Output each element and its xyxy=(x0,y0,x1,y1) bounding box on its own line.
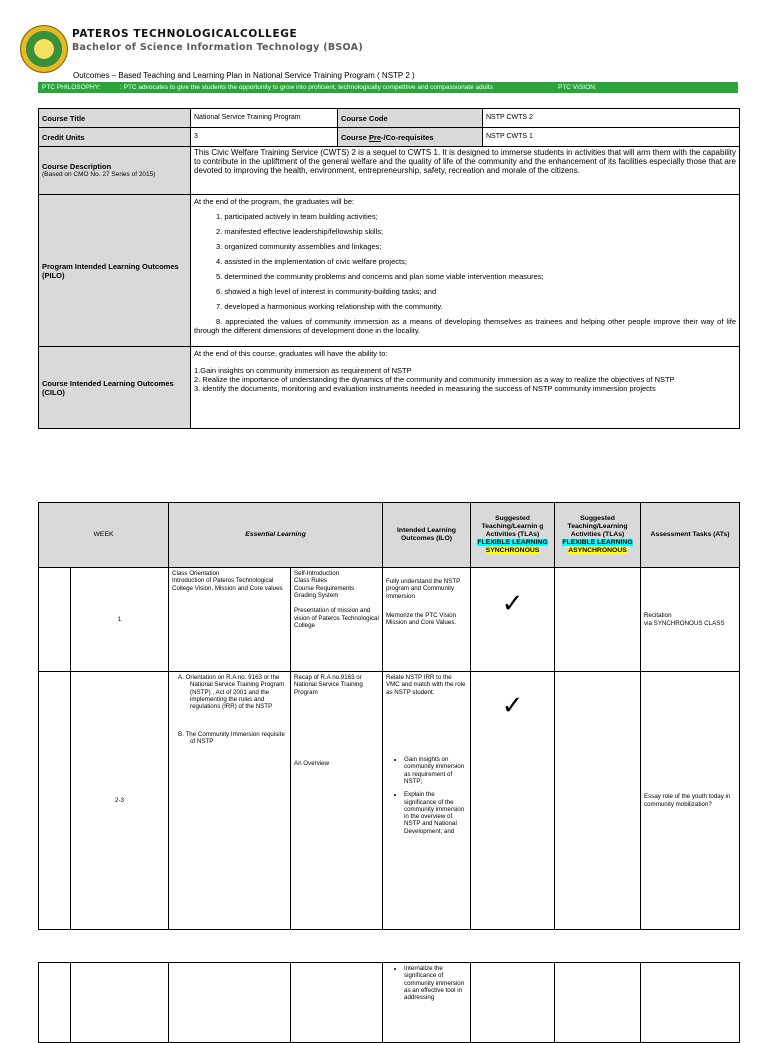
college-logo xyxy=(20,25,68,73)
pilo-list xyxy=(194,212,736,335)
week-cell xyxy=(71,963,169,1043)
tla-sync-title: Suggested Teaching/Learnin g Activities (TLAs) xyxy=(481,514,544,538)
course-description-sub: (Based on CMO No. 27 Series of 2015) xyxy=(42,171,156,179)
credit-units-value: 3 xyxy=(191,128,338,147)
topic-a: A. Orientation on R.A no. 9163 or the National Service Training Program (NSTP) , Act of 2001 and the implementing the rules and regulations (IRR) of the NSTP xyxy=(178,674,285,711)
tla-sync-header xyxy=(471,503,555,568)
ilo-list xyxy=(386,756,467,835)
cilo-cell xyxy=(191,347,740,429)
school-name: PATEROS TECHNOLOGICALCOLLEGE xyxy=(72,28,298,40)
tla-sync-flex: FLEXIBLE LEARNING xyxy=(477,539,548,546)
pilo-item: 6. showed a high level of interest in community-building tasks; and xyxy=(216,287,437,296)
async-cell xyxy=(555,568,641,672)
prereq-label-b: Pre xyxy=(368,132,382,142)
philosophy-bar xyxy=(38,82,738,93)
course-code-value: NSTP CWTS 2 xyxy=(483,109,740,128)
week-cell: 2-3 xyxy=(71,672,169,930)
assessment-cell: Essay role of the youth today in community mobilization? xyxy=(641,672,740,930)
tla-async-mode: ASYNCHRONOUS xyxy=(568,547,627,555)
vision-label: PTC VISION: xyxy=(558,84,597,91)
plan-table xyxy=(38,502,740,930)
program-name: Bachelor of Science Information Technology (BSOA) xyxy=(72,42,363,53)
course-info-table xyxy=(38,108,740,429)
prereq-value: NSTP CWTS 1 xyxy=(483,128,740,147)
assessment-cell xyxy=(641,963,740,1043)
philosophy-label: PTC PHILOSOPHY: xyxy=(42,84,101,91)
details-a: Self-Introduction Class Rules Course Requirements Grading System xyxy=(294,570,355,599)
table-row xyxy=(39,672,740,930)
tla-async-title: Suggested Teaching/Learning Activities (TLAs) xyxy=(567,514,628,538)
pilo-item: 2. manifested effective leadership/fellowship skills; xyxy=(216,227,384,236)
row-margin-cell xyxy=(39,672,71,930)
essential-header-text: Essential Learning xyxy=(245,530,306,538)
sync-cell xyxy=(471,568,555,672)
ilo-cell xyxy=(383,672,471,930)
ilo-cell xyxy=(383,963,471,1043)
details-cell xyxy=(291,568,383,672)
plan-title: Outcomes – Based Teaching and Learning Plan in National Service Training Program ( NSTP 2 ) xyxy=(73,71,415,80)
row-margin-cell xyxy=(39,568,71,672)
list-item: • Gain insights on community immersion as requirement of NSTP; xyxy=(404,756,467,785)
course-title-label: Course Title xyxy=(39,109,191,128)
ilo-cell xyxy=(383,568,471,672)
tla-async-flex: FLEXIBLE LEARNING xyxy=(562,539,633,546)
course-description-title: Course Description xyxy=(42,162,112,172)
essential-header xyxy=(169,503,383,568)
sync-cell xyxy=(471,963,555,1043)
topic-cell: Class Orientation Introduction of Pateros Technological College Vision, Mission and Core values xyxy=(169,568,291,672)
ilo-a: Relate NSTP IRR to the VMC and match with the role as NSTP student. xyxy=(386,674,466,696)
course-code-label: Course Code xyxy=(338,109,483,128)
course-description-label xyxy=(39,147,191,195)
prereq-label-c: -/Co-requisites xyxy=(381,132,434,142)
cilo-item: 3. identify the documents, monitoring and evaluation instruments needed in measuring the success of NSTP community immersion projects xyxy=(194,384,656,393)
pilo-label: Program Intended Learning Outcomes (PILO) xyxy=(39,195,191,347)
tla-sync-mode: SYNCHRONOUS xyxy=(485,547,540,555)
table-row xyxy=(39,963,740,1043)
week-cell: 1 xyxy=(71,568,169,672)
checkmark-icon: ✓ xyxy=(501,690,524,720)
prereq-label xyxy=(338,128,483,147)
pilo-item: 1. participated actively in team building activities; xyxy=(216,212,378,221)
pilo-item: 3. organized community assemblies and linkages; xyxy=(216,242,382,251)
ilo-list xyxy=(386,965,467,1002)
list-item: • Internalize the significance of community immersion as an effective tool in addressing xyxy=(404,965,467,1002)
course-description: This Civic Welfare Training Service (CWTS) 2 is a sequel to CWTS 1. It is designed to immerse students in activities that will arm them with the capability to contribute in the upliftment of the general welfare and the quality of life of the community and the enhancement of its facilities especially those that are devoted to improving the health, environment, entrepreneurship, safety, recreation and morale of the citizens. xyxy=(191,147,740,195)
cilo-label: Course Intended Learning Outcomes (CILO) xyxy=(39,347,191,429)
tla-async-header xyxy=(555,503,641,568)
philosophy-text: : PTC advocates to give the students the opportunity to grow into proficient, technologically competitive and compassionate adults xyxy=(120,84,493,91)
details-b: An Overview xyxy=(294,759,330,767)
plan-table-header xyxy=(39,503,740,568)
prereq-label-a: Course xyxy=(341,132,369,142)
row-margin-cell xyxy=(39,963,71,1043)
pilo-item: 5. determined the community problems and concerns and plan some viable intervention measures; xyxy=(216,272,544,281)
assessment-header: Assessment Tasks (ATs) xyxy=(641,503,740,568)
week-header: WEEK xyxy=(39,503,169,568)
pilo-cell xyxy=(191,195,740,347)
topic-cell xyxy=(169,963,291,1043)
pilo-item: 4. assisted in the implementation of civic welfare projects; xyxy=(216,257,407,266)
assessment-cell: Recitation via SYNCHRONOUS CLASS xyxy=(641,568,740,672)
plan-table-continued xyxy=(38,962,740,1043)
cilo-item: 1.Gain insights on community immersion as requirement of NSTP xyxy=(194,366,412,375)
pilo-item: 7. developed a harmonious working relationship with the community. xyxy=(216,302,443,311)
course-title-value: National Service Training Program xyxy=(191,109,338,128)
details-cell xyxy=(291,963,383,1043)
table-row xyxy=(39,568,740,672)
ilo-a: Fully understand the NSTP program and Community Immersion xyxy=(386,578,461,600)
cilo-item: 2. Realize the importance of understanding the dynamics of the community and community immersion as a way to realize the objectives of NSTP xyxy=(194,375,675,384)
list-item: • Explain the significance of the community immersion in the overview of NSTP and National Development; and xyxy=(404,791,467,835)
credit-units-label: Credit Units xyxy=(39,128,191,147)
ilo-header: Intended Learning Outcomes (ILO) xyxy=(383,503,471,568)
topic-b: B. The Community Immersion requisite of NSTP xyxy=(178,730,285,745)
details-cell xyxy=(291,672,383,930)
async-cell xyxy=(555,963,641,1043)
ilo-b: Memorize the PTC Vision Mission and Core Values. xyxy=(386,611,457,627)
pilo-intro: At the end of the program, the graduates will be: xyxy=(194,197,355,206)
cilo-intro: At the end of this course, graduates will have the ability to: xyxy=(194,349,388,358)
pilo-item: 8. appreciated the values of community immersion as a means of developing themselves as trainees and helping other people improve their way of life through the different dimensions of development done in the locality. xyxy=(194,317,736,335)
sync-cell xyxy=(471,672,555,930)
details-b: Presentation of mission and vision of Pateros Technological College xyxy=(294,607,379,629)
details-a: Recap of R.A no.9163 or National Service Training Program xyxy=(294,674,363,696)
topic-cell xyxy=(169,672,291,930)
checkmark-icon: ✓ xyxy=(501,588,524,618)
async-cell xyxy=(555,672,641,930)
